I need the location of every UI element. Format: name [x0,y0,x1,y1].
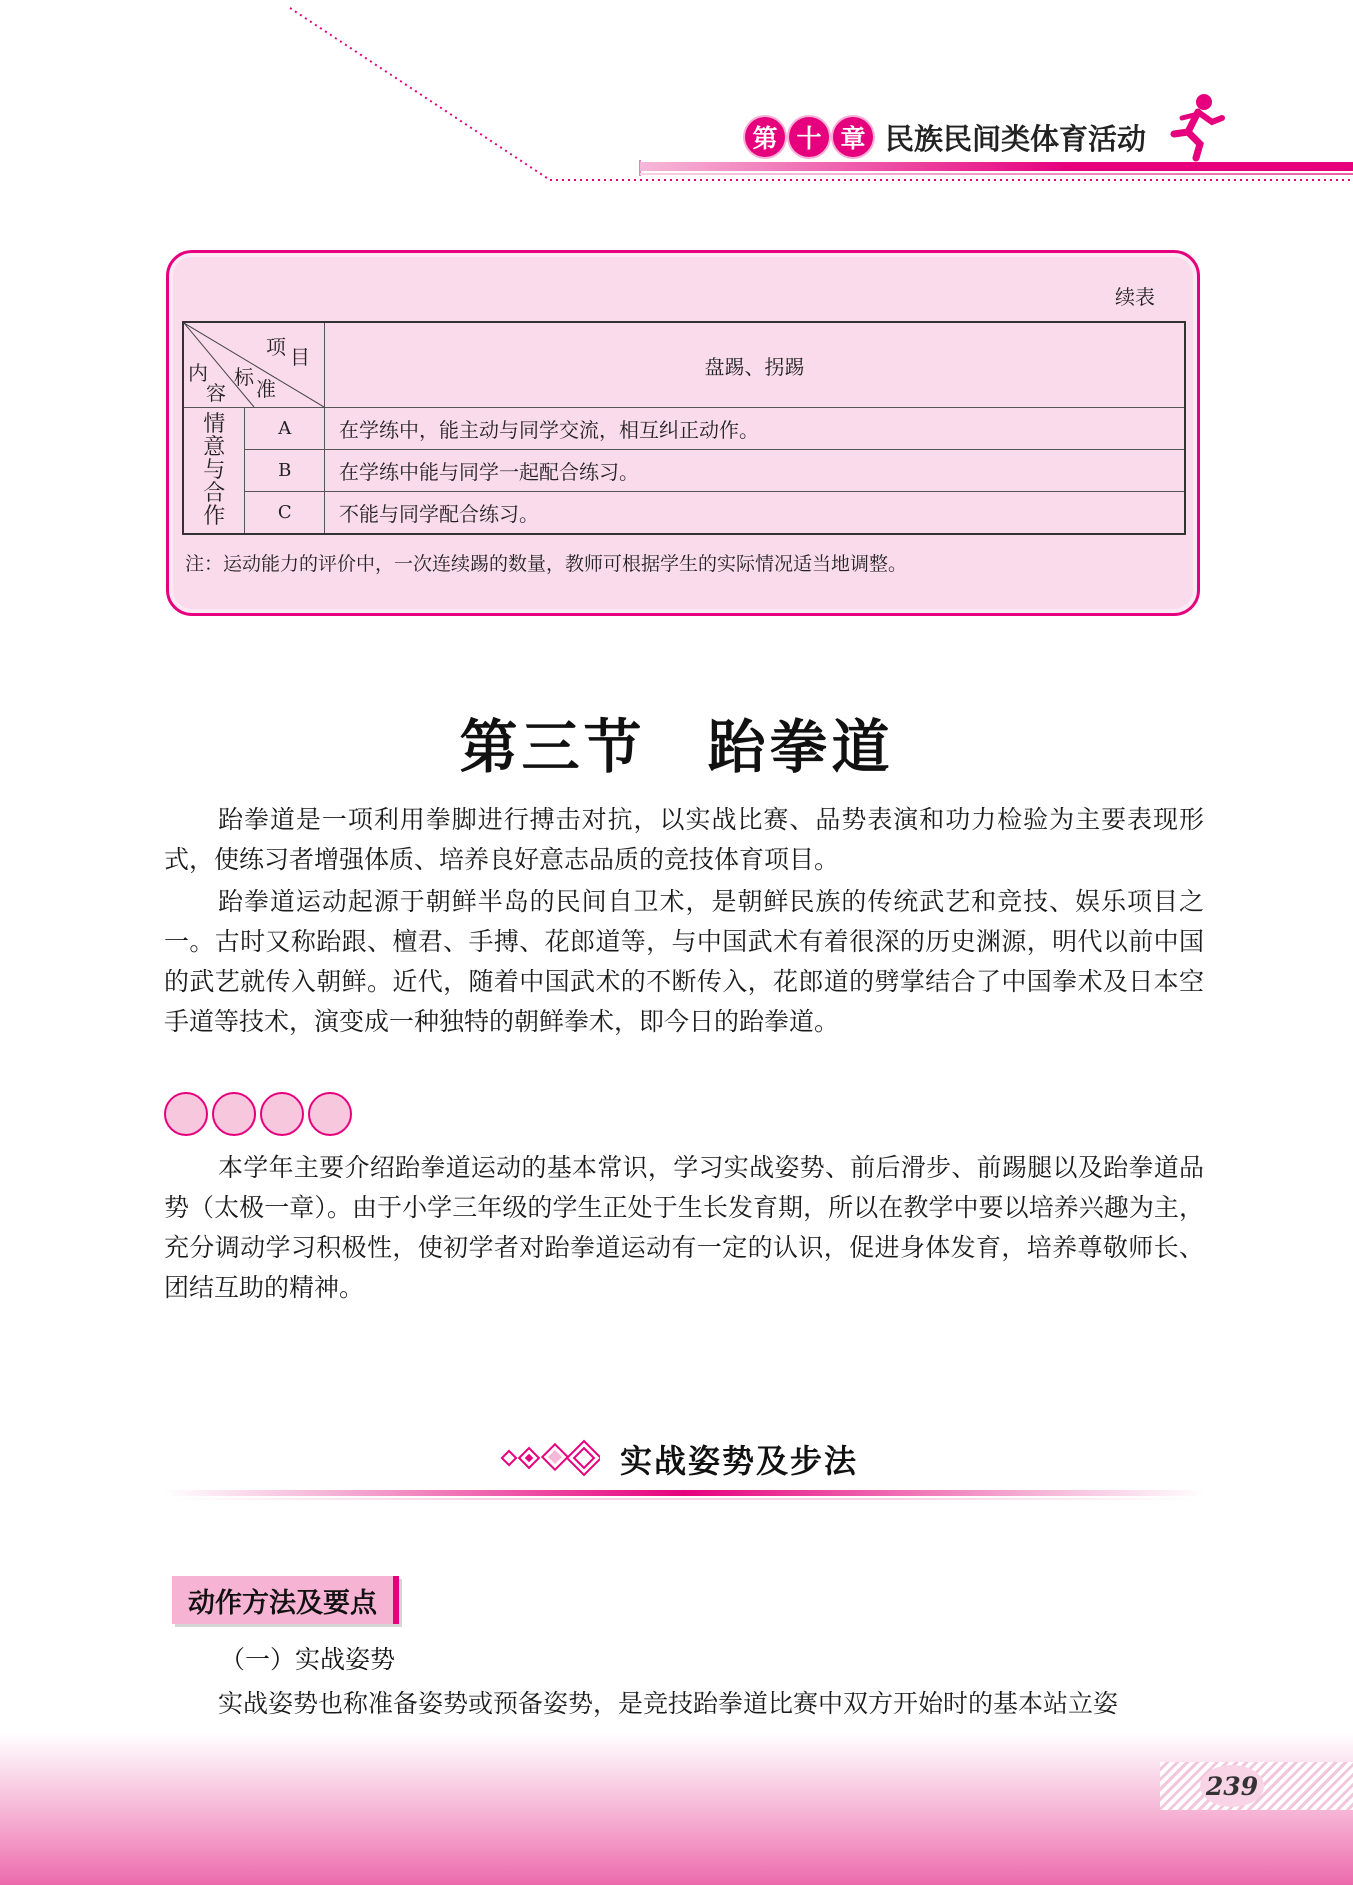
paragraph-intro: 跆拳道是一项利用拳脚进行搏击对抗，以实战比赛、品势表演和功力检验为主要表现形式，使练习者增强体质、培养良好意志品质的竞技体育项目。 [164,805,1204,874]
diagonal-header-cell [183,322,325,408]
assessment-table-box [166,250,1200,616]
group-label-cell [183,408,245,535]
subsection-title: 实战姿势及步法 [620,1442,859,1480]
header-item-2: 目 [290,345,310,369]
paragraph-teaching: 本学年主要介绍跆拳道运动的基本常识，学习实战姿势、前后滑步、前踢腿以及跆拳道品势（太极一章）。由于小学三年级的学生正处于生长发育期，所以在教学中要以培养兴趣为主，充分调动学习积极性，使初学者对跆拳道运动有一定的认识，促进身体发育，培养尊敬师长、团结互助的精神。 [164,1153,1204,1302]
paragraph-origin: 跆拳道运动起源于朝鲜半岛的民间自卫术，是朝鲜民族的传统武艺和竞技、娱乐项目之一。古时又称跆跟、檀君、手搏、花郎道等，与中国武术有着很深的历史渊源，明代以前中国的武艺就传入朝鲜。近代，随着中国武术的不断传入，花郎道的劈掌结合了中国拳术及日本空手道等技术，演变成一种独特的朝鲜拳术，即今日的跆拳道。 [164,887,1204,1036]
group-char: 与 [203,458,226,483]
teaching-goal-circles [164,1092,352,1136]
circle-marker [212,1092,256,1136]
subsection-rule [164,1490,1204,1496]
circle-marker [260,1092,304,1136]
grade-a-description: 在学练中，能主动与同学交流，相互纠正动作。 [325,408,1186,450]
page-number: 239 [1200,1765,1264,1807]
runner-icon [1160,92,1230,162]
table-row [183,450,1185,492]
header-bar [640,162,1353,171]
page-footer [0,1732,1353,1885]
subsection-banner [500,1436,858,1482]
table-row [183,408,1185,450]
item-heading: （一）实战姿势 [220,1645,396,1674]
header-standard-1: 标 [234,365,254,389]
group-char: 情 [203,412,226,437]
chapter-char-3: 章 [833,117,873,157]
circle-marker [308,1092,352,1136]
grade-b: B [245,450,325,492]
table-row [183,492,1185,535]
chapter-title [745,112,1146,162]
table-header-row [183,322,1185,408]
chapter-char-1: 第 [745,117,785,157]
grade-c: C [245,492,325,535]
column-title: 盘踢、拐踢 [325,322,1186,408]
header-content-1: 内 [188,361,208,385]
header-bar-thin [640,173,1353,175]
group-char: 作 [203,504,226,529]
continued-label: 续表 [1115,285,1155,309]
group-char: 合 [203,481,226,506]
item-text: 实战姿势也称准备姿势或预备姿势，是竞技跆拳道比赛中双方开始时的基本站立姿 [218,1689,1119,1718]
header-item-1: 项 [266,335,286,359]
grade-c-description: 不能与同学配合练习。 [325,492,1186,535]
assessment-table [182,321,1186,535]
group-char: 意 [203,435,226,460]
section-title: 第三节 跆拳道 [459,713,894,781]
circle-marker [164,1092,208,1136]
header-content-2: 容 [206,381,226,405]
grade-b-description: 在学练中能与同学一起配合练习。 [325,450,1186,492]
group-label [203,413,225,528]
grade-a: A [245,408,325,450]
chapter-name: 民族民间类体育活动 [885,121,1147,156]
header-standard-2: 准 [256,377,276,401]
diamond-icon [500,1436,600,1482]
table-note: 注：运动能力的评价中，一次连续踢的数量，教师可根据学生的实际情况适当地调整。 [185,553,908,575]
chapter-char-2: 十 [789,117,829,157]
subsection-rule-thin [164,1498,1204,1500]
method-tag: 动作方法及要点 [172,1576,399,1624]
